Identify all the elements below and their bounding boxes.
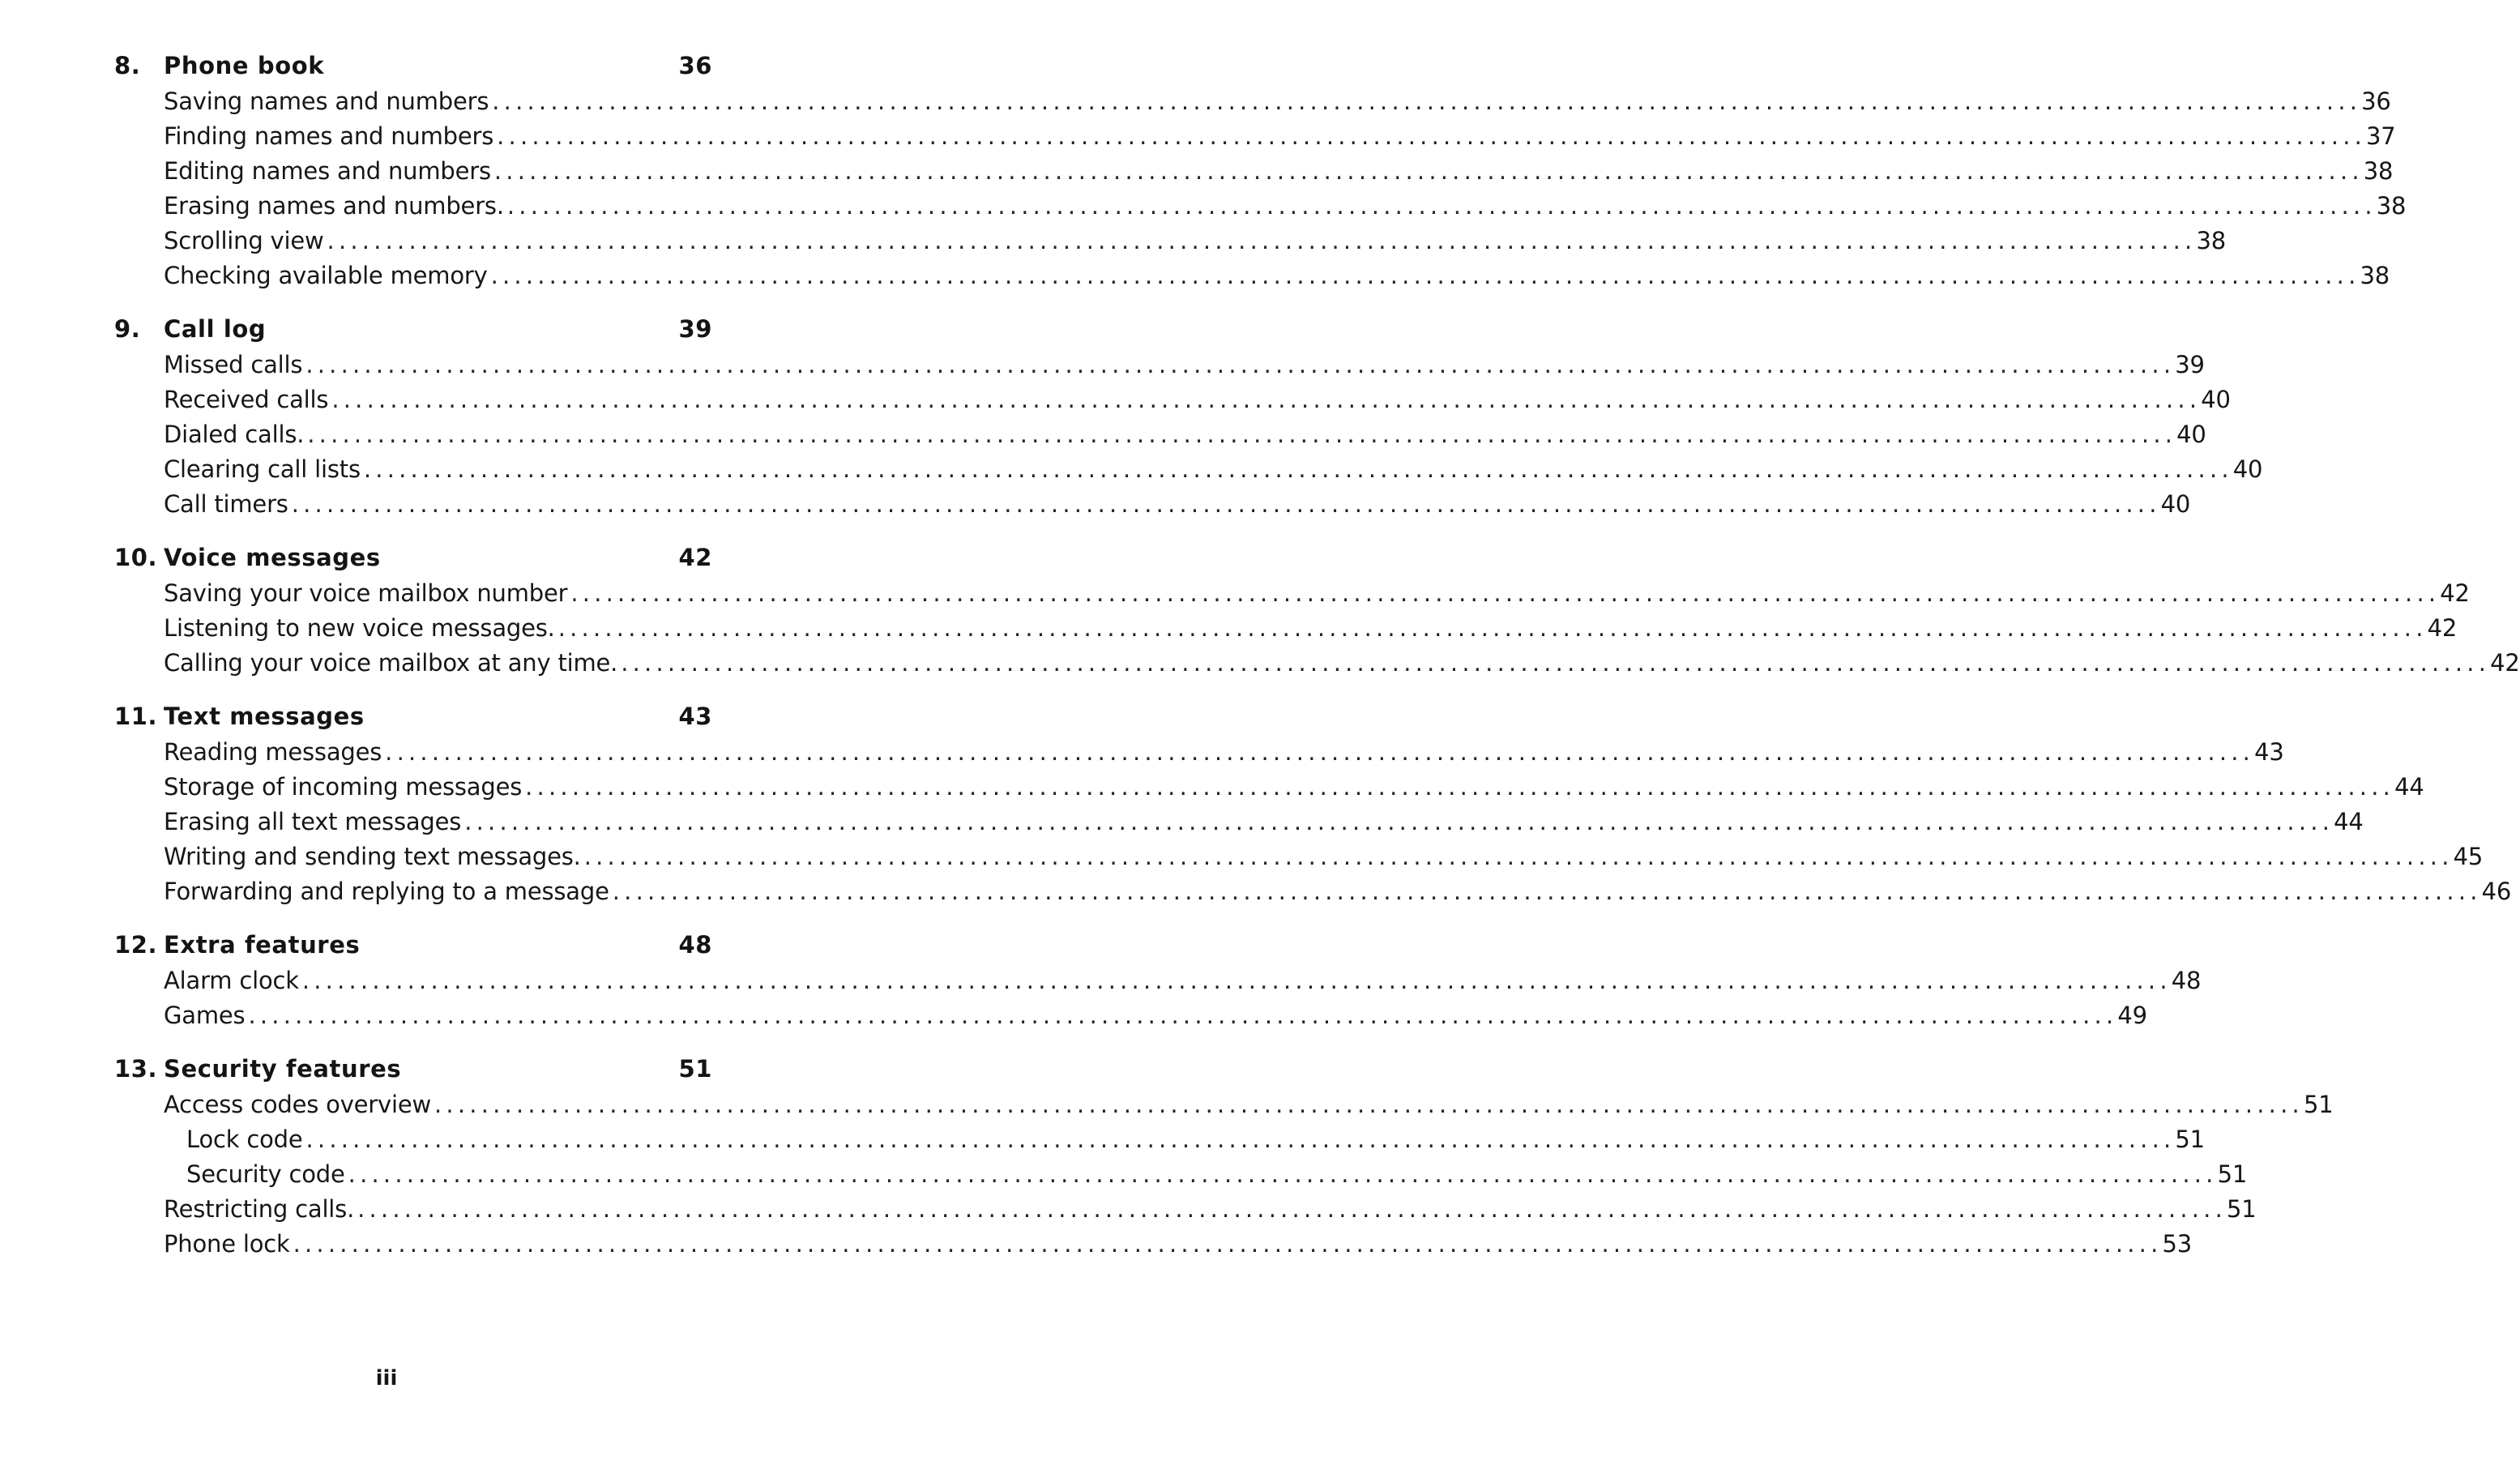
entry-title: Reading messages: [164, 738, 382, 766]
entry-title: Storage of incoming messages: [164, 773, 523, 801]
dot-leader: ................................................................................................................................................................: [305, 1126, 2176, 1153]
toc-entry[interactable]: [164, 649, 2520, 684]
section-page-number: 39: [678, 315, 712, 343]
entry-page-number: 40: [2160, 490, 2191, 518]
toc-entry[interactable]: [164, 157, 2394, 192]
toc-section: [114, 931, 2202, 1036]
section-number: 9.: [114, 315, 141, 343]
dot-leader: ................................................................................................................................................................: [557, 614, 2428, 642]
section-title: Phone book: [164, 52, 325, 79]
dot-leader: ................................................................................................................................................................: [291, 490, 2161, 518]
toc-entry[interactable]: [164, 122, 2396, 157]
table-of-contents: [114, 52, 2520, 1284]
dot-leader: ................................................................................................................................................................: [506, 192, 2377, 220]
toc-subentry[interactable]: [186, 1126, 2205, 1160]
dot-leader: ................................................................................................................................................................: [621, 649, 2491, 677]
entry-page-number: 44: [2394, 773, 2424, 801]
toc-entry[interactable]: [164, 738, 2284, 773]
dot-leader: ................................................................................................................................................................: [612, 878, 2482, 905]
toc-entry[interactable]: [164, 1195, 2257, 1230]
toc-entry[interactable]: [164, 351, 2205, 386]
toc-entry[interactable]: [164, 1230, 2193, 1265]
section-page-number: 48: [678, 931, 712, 959]
entry-title: Calling your voice mailbox at any time.: [164, 649, 618, 677]
toc-entry[interactable]: [164, 1091, 2334, 1126]
dot-leader: ................................................................................................................................................................: [583, 843, 2454, 870]
entry-page-number: 40: [2201, 386, 2231, 413]
section-title: Voice messages: [164, 544, 381, 571]
toc-entry[interactable]: [164, 773, 2424, 808]
section-page-number: 36: [678, 52, 712, 79]
entry-title: Checking available memory: [164, 262, 488, 289]
toc-entry[interactable]: [164, 262, 2390, 297]
section-heading[interactable]: [114, 544, 715, 579]
entry-page-number: 40: [2176, 421, 2206, 448]
dot-leader: ................................................................................................................................................................: [434, 1091, 2304, 1118]
dot-leader: ................................................................................................................................................................: [363, 455, 2233, 483]
dot-leader: ................................................................................................................................................................: [331, 386, 2202, 413]
toc-entry[interactable]: [164, 227, 2226, 262]
toc-entry[interactable]: [164, 614, 2458, 649]
dot-leader: ................................................................................................................................................................: [490, 262, 2360, 289]
entry-title: Call timers: [164, 490, 288, 518]
dot-leader: ................................................................................................................................................................: [497, 122, 2367, 150]
entry-page-number: 43: [2254, 738, 2284, 766]
entry-page-number: 51: [2217, 1160, 2248, 1188]
dot-leader: ................................................................................................................................................................: [293, 1230, 2163, 1258]
entry-title: Missed calls: [164, 351, 303, 378]
dot-leader: ................................................................................................................................................................: [248, 1002, 2118, 1029]
entry-page-number: 53: [2162, 1230, 2193, 1258]
dot-leader: ................................................................................................................................................................: [301, 967, 2172, 994]
dot-leader: ................................................................................................................................................................: [464, 808, 2334, 835]
page-number: iii: [375, 1366, 398, 1391]
entry-title: Restricting calls.: [164, 1195, 355, 1223]
entry-title: Erasing names and numbers.: [164, 192, 504, 220]
section-heading[interactable]: [114, 1055, 715, 1091]
section-number: 13.: [114, 1055, 158, 1083]
toc-section: [114, 52, 2407, 297]
dot-leader: ................................................................................................................................................................: [493, 157, 2364, 185]
entry-page-number: 48: [2171, 967, 2202, 994]
section-title: Call log: [164, 315, 267, 343]
entry-page-number: 38: [2360, 262, 2390, 289]
entry-page-number: 38: [2376, 192, 2407, 220]
toc-entry[interactable]: [164, 386, 2231, 421]
toc-entry[interactable]: [164, 490, 2191, 525]
section-heading[interactable]: [114, 52, 715, 88]
dot-leader: ................................................................................................................................................................: [525, 773, 2395, 801]
toc-entry[interactable]: [164, 843, 2484, 878]
entry-page-number: 46: [2481, 878, 2512, 905]
entry-page-number: 38: [2196, 227, 2226, 254]
dot-leader: ................................................................................................................................................................: [357, 1195, 2227, 1223]
entry-title: Games: [164, 1002, 246, 1029]
toc-section: [114, 544, 2520, 684]
entry-page-number: 42: [2427, 614, 2458, 642]
entry-title: Listening to new voice messages.: [164, 614, 555, 642]
toc-entry[interactable]: [164, 455, 2263, 490]
toc-entry[interactable]: [164, 579, 2470, 614]
section-page-number: 51: [678, 1055, 712, 1083]
dot-leader: ................................................................................................................................................................: [492, 88, 2362, 115]
entry-title: Access codes overview: [164, 1091, 432, 1118]
entry-page-number: 42: [2440, 579, 2470, 607]
entry-page-number: 51: [2175, 1126, 2205, 1153]
entry-title: Forwarding and replying to a message: [164, 878, 609, 905]
toc-subentry[interactable]: [186, 1160, 2248, 1195]
dot-leader: ................................................................................................................................................................: [327, 227, 2197, 254]
entry-title: Editing names and numbers: [164, 157, 491, 185]
section-page-number: 42: [678, 544, 712, 571]
section-page-number: 43: [678, 703, 712, 730]
entry-title: Saving names and numbers: [164, 88, 489, 115]
section-number: 10.: [114, 544, 158, 571]
toc-entry[interactable]: [164, 1002, 2147, 1036]
toc-entry[interactable]: [164, 808, 2364, 843]
entry-page-number: 38: [2363, 157, 2394, 185]
dot-leader: ................................................................................................................................................................: [307, 421, 2177, 448]
toc-section: [114, 1055, 2334, 1265]
entry-title: Writing and sending text messages.: [164, 843, 581, 870]
entry-title: Received calls: [164, 386, 329, 413]
entry-page-number: 44: [2334, 808, 2364, 835]
entry-page-number: 49: [2117, 1002, 2147, 1029]
section-heading[interactable]: [114, 315, 715, 351]
toc-entry[interactable]: [164, 192, 2407, 227]
toc-entry[interactable]: [164, 967, 2202, 1002]
section-number: 11.: [114, 703, 158, 730]
toc-entry[interactable]: [164, 88, 2391, 122]
section-title: Text messages: [164, 703, 365, 730]
entry-page-number: 51: [2227, 1195, 2257, 1223]
dot-leader: ................................................................................................................................................................: [305, 351, 2176, 378]
entry-page-number: 51: [2303, 1091, 2334, 1118]
dot-leader: ................................................................................................................................................................: [570, 579, 2441, 607]
entry-title: Clearing call lists: [164, 455, 361, 483]
section-title: Security features: [164, 1055, 402, 1083]
toc-section: [114, 703, 2512, 912]
dot-leader: ................................................................................................................................................................: [385, 738, 2255, 766]
entry-page-number: 45: [2453, 843, 2484, 870]
toc-entry[interactable]: [164, 421, 2206, 455]
entry-title: Finding names and numbers: [164, 122, 494, 150]
entry-title: Lock code: [186, 1126, 303, 1153]
section-heading[interactable]: [114, 703, 715, 738]
section-number: 8.: [114, 52, 141, 79]
entry-title: Scrolling view: [164, 227, 324, 254]
entry-title: Security code: [186, 1160, 345, 1188]
section-heading[interactable]: [114, 931, 715, 967]
entry-title: Saving your voice mailbox number: [164, 579, 568, 607]
entry-title: Dialed calls.: [164, 421, 305, 448]
entry-page-number: 36: [2361, 88, 2391, 115]
section-title: Extra features: [164, 931, 361, 959]
dot-leader: ................................................................................................................................................................: [348, 1160, 2218, 1188]
entry-title: Phone lock: [164, 1230, 290, 1258]
entry-title: Alarm clock: [164, 967, 299, 994]
section-number: 12.: [114, 931, 158, 959]
entry-page-number: 42: [2490, 649, 2520, 677]
entry-page-number: 37: [2366, 122, 2396, 150]
toc-entry[interactable]: [164, 878, 2512, 912]
toc-section: [114, 315, 2263, 525]
entry-title: Erasing all text messages: [164, 808, 462, 835]
entry-page-number: 40: [2232, 455, 2263, 483]
entry-page-number: 39: [2175, 351, 2205, 378]
